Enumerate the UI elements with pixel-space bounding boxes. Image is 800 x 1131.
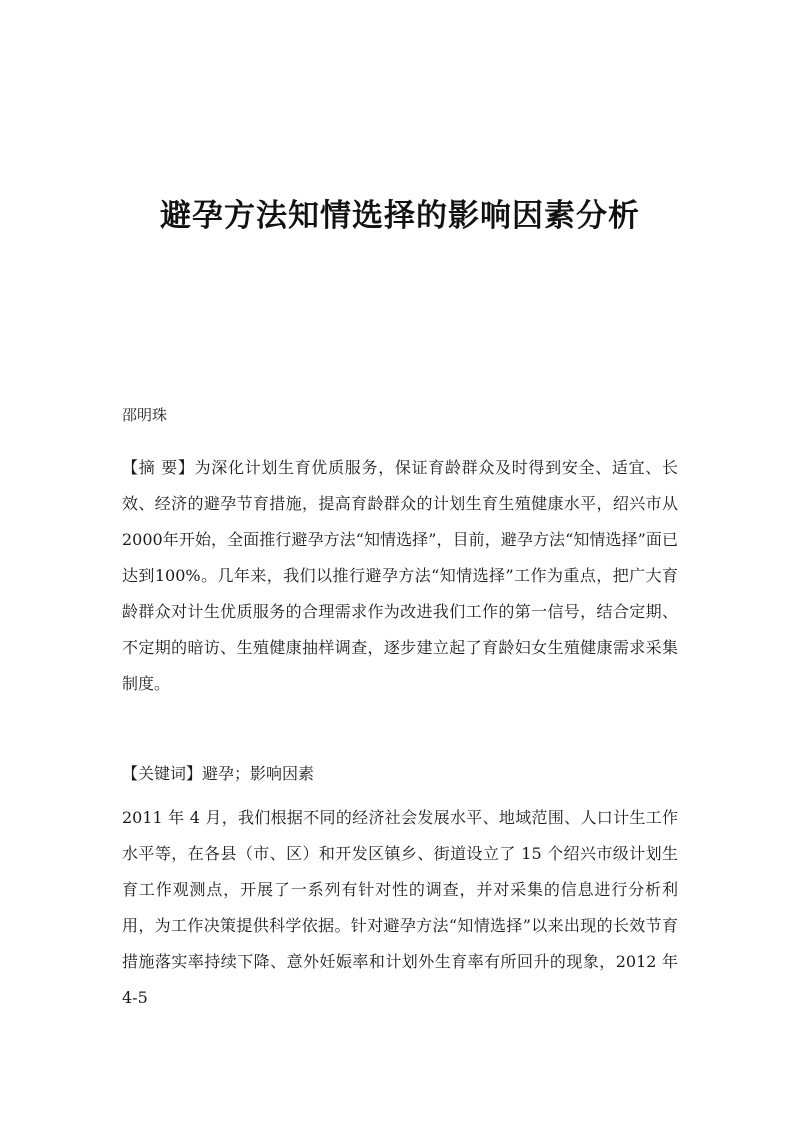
body-paragraph: 2011 年 4 月，我们根据不同的经济社会发展水平、地域范围、人口计生工作水平等，在各县（市、区）和开发区镇乡、街道设立了 15 个绍兴市级计划生育工作观测点，开展了一系列有针对性的调查，并对采集的信息进行分析利用，为工作决策提供科学依据。针对避孕方法“知情选择”以来出现的长效节育措施落实率持续下降、意外妊娠率和计划外生育率有所回升的现象，2012 年 4-5 bbox=[122, 808, 678, 1007]
keywords-label: 【关键词】 bbox=[122, 764, 203, 783]
paper-title: 避孕方法知情选择的影响因素分析 bbox=[160, 198, 640, 234]
abstract-label: 【摘 要】 bbox=[122, 458, 195, 477]
abstract-paragraph bbox=[122, 450, 678, 702]
abstract-text: 为深化计划生育优质服务，保证育龄群众及时得到安全、适宜、长效、经济的避孕节育措施，提高育龄群众的计划生育生殖健康水平，绍兴市从2000年开始，全面推行避孕方法“知情选择”，目前，避孕方法“知情选择”面已达到100%。几年来，我们以推行避孕方法“知情选择”工作为重点，把广大育龄群众对计生优质服务的合理需求作为改进我们工作的第一信号，结合定期、不定期的暗访、生殖健康抽样调查，逐步建立起了育龄妇女生殖健康需求采集制度。 bbox=[122, 458, 678, 693]
author-name: 邵明珠 bbox=[122, 406, 168, 424]
keywords-paragraph bbox=[122, 756, 678, 792]
keywords-text: 避孕；影响因素 bbox=[202, 764, 315, 783]
